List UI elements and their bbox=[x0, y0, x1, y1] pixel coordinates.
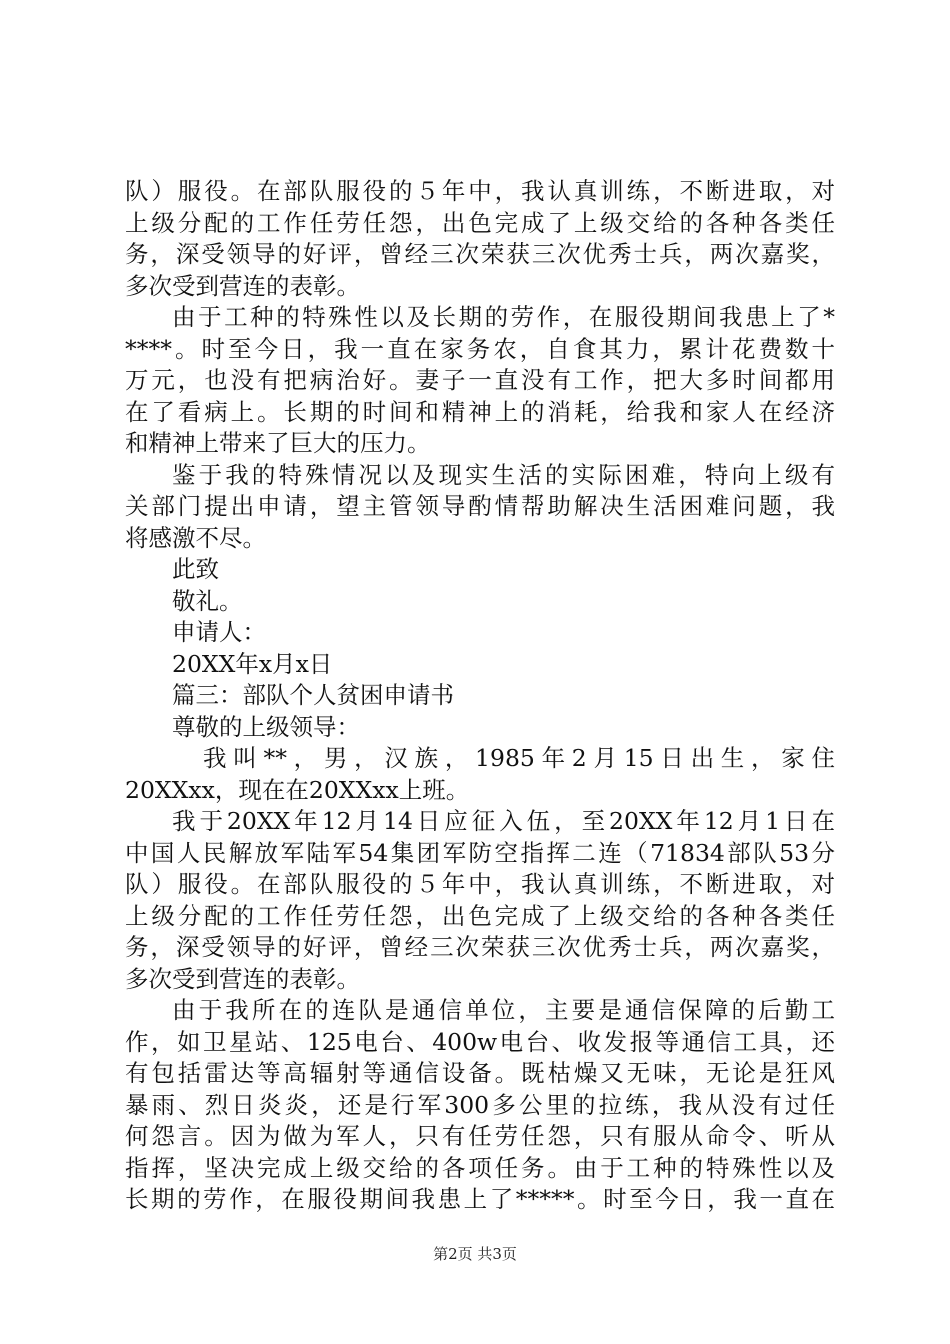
text-line: 将感激不尽。 bbox=[125, 523, 266, 552]
text-line: 多次受到营连的表彰。 bbox=[125, 964, 360, 993]
text-line: 务，深受领导的好评，曾经三次荣获三次优秀士兵，两次嘉奖， bbox=[125, 933, 835, 961]
text-line: 作，如卫星站、125电台、400w电台、收发报等通信工具，还 bbox=[125, 1027, 835, 1056]
text-line: 篇三：部队个人贫困申请书 bbox=[172, 681, 454, 709]
text-line: 在了看病上。长期的时间和精神上的消耗，给我和家人在经济 bbox=[125, 397, 835, 426]
text-line: 鉴于我的特殊情况以及现实生活的实际困难，特向上级有 bbox=[172, 460, 835, 489]
text-line: 和精神上带来了巨大的压力。 bbox=[125, 429, 431, 457]
text-line: 20XXxx，现在在20XXxx上班。 bbox=[125, 775, 470, 804]
text-line: 敬礼。 bbox=[172, 586, 243, 615]
text-line: 何怨言。因为做为军人，只有任劳任怨，只有服从命令、听从 bbox=[125, 1122, 835, 1150]
text-line: 暴雨、烈日炎炎，还是行军300多公里的拉练，我从没有过任 bbox=[125, 1090, 835, 1119]
document-body bbox=[125, 176, 835, 1216]
page-footer: 第2页 共3页 bbox=[433, 1245, 517, 1263]
text-line: 长期的劳作，在服役期间我患上了*****。时至今日，我一直在 bbox=[125, 1185, 835, 1213]
text-line: 我于20XX年12月14日应征入伍，至20XX年12月1日在 bbox=[172, 807, 835, 835]
text-line: 此致 bbox=[172, 555, 219, 583]
text-line: 有包括雷达等高辐射等通信设备。既枯燥又无味，无论是狂风 bbox=[125, 1059, 835, 1087]
text-line: 由于工种的特殊性以及长期的劳作，在服役期间我患上了* bbox=[172, 303, 835, 331]
text-line: 由于我所在的连队是通信单位，主要是通信保障的后勤工 bbox=[172, 996, 835, 1024]
text-line: 队）服役。在部队服役的５年中，我认真训练，不断进取，对 bbox=[125, 177, 835, 205]
text-line: 务，深受领导的好评，曾经三次荣获三次优秀士兵，两次嘉奖， bbox=[125, 240, 835, 268]
text-line: ****。时至今日，我一直在家务农，自食其力，累计花费数十 bbox=[125, 334, 835, 363]
text-line: 万元，也没有把病治好。妻子一直没有工作，把大多时间都用 bbox=[125, 366, 835, 394]
text-line: 多次受到营连的表彰。 bbox=[125, 271, 360, 300]
text-line: 指挥，坚决完成上级交给的各项任务。由于工种的特殊性以及 bbox=[125, 1153, 835, 1182]
text-line: 申请人： bbox=[172, 618, 266, 646]
text-line: 关部门提出申请，望主管领导酌情帮助解决生活困难问题，我 bbox=[125, 492, 835, 520]
text-line: 上级分配的工作任劳任怨，出色完成了上级交给的各种各类任 bbox=[125, 208, 835, 237]
text-line: 20XX年x月x日 bbox=[172, 649, 333, 678]
text-line: 队）服役。在部队服役的５年中，我认真训练，不断进取，对 bbox=[125, 870, 835, 898]
text-line: 我叫**，男，汉族，1985年2月15日出生，家住 bbox=[203, 744, 835, 772]
text-line: 尊敬的上级领导： bbox=[172, 712, 360, 741]
text-line: 中国人民解放军陆军54集团军防空指挥二连（71834部队53分 bbox=[125, 838, 835, 867]
text-line: 上级分配的工作任劳任怨，出色完成了上级交给的各种各类任 bbox=[125, 901, 835, 930]
